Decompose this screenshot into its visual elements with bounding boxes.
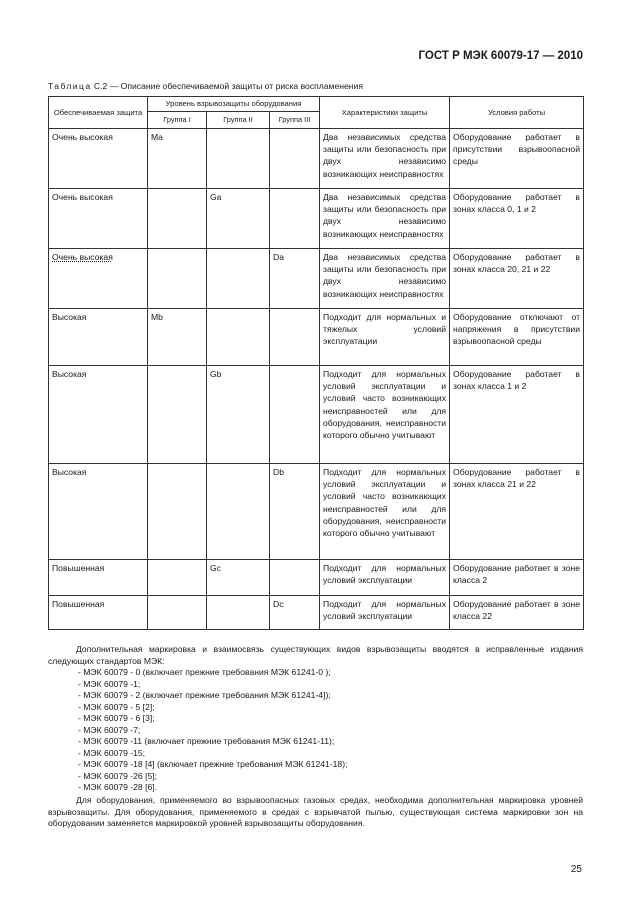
cell-conditions: Оборудование работает в зоне класса 22	[450, 596, 584, 630]
cell-conditions: Оборудование работает в зонах класса 20, 21 и 22	[450, 249, 584, 309]
cell-group-3: Db	[270, 464, 320, 560]
list-item: - МЭК 60079 -28 [6].	[78, 782, 158, 792]
cell-protection: Очень высокая	[49, 129, 148, 189]
table-caption	[48, 81, 363, 91]
list-item: - МЭК 60079 -11 (включает прежние требования МЭК 61241-11);	[78, 736, 335, 746]
table-row	[49, 309, 584, 366]
cell-characteristics: Два независимых средства защиты или безопасность при двух независимо возникающих неисправностях	[320, 249, 450, 309]
cell-characteristics: Два независимых средства защиты или безопасность при двух независимо возникающих неисправностях	[320, 189, 450, 249]
cell-group-2: Gb	[207, 366, 270, 464]
cell-group-2	[207, 464, 270, 560]
list-item: - МЭК 60079 -26 [5];	[78, 770, 158, 781]
cell-characteristics: Два независимых средства защиты или безопасность при двух независимо возникающих неисправностях	[320, 129, 450, 189]
cell-group-3	[270, 366, 320, 464]
header-group-2: Группа II	[207, 112, 270, 129]
table-row	[49, 560, 584, 596]
cell-characteristics: Подходит для нормальных условий эксплуатации	[320, 560, 450, 596]
cell-group-2	[207, 596, 270, 630]
header-conditions: Условия работы	[450, 97, 584, 129]
cell-characteristics: Подходит для нормальных и тяжелых условий эксплуатации	[320, 309, 450, 366]
list-item: - МЭК 60079 - 6 [3];	[78, 713, 155, 723]
list-item: - МЭК 60079 - 2 (включает прежние требования МЭК 61241-4]);	[78, 690, 331, 700]
cell-group-1	[148, 464, 207, 560]
cell-conditions: Оборудование работает в зонах класса 21 и 22	[450, 464, 584, 560]
document-header: ГОСТ Р МЭК 60079-17 — 2010	[418, 50, 583, 62]
cell-conditions: Оборудование работает в зонах класса 0, 1 и 2	[450, 189, 584, 249]
cell-protection: Высокая	[49, 309, 148, 366]
cell-group-1: Mb	[148, 309, 207, 366]
header-group-3: Группа III	[270, 112, 320, 129]
cell-characteristics: Подходит для нормальных условий эксплуатации	[320, 596, 450, 630]
list-item: - МЭК 60079 -7;	[78, 724, 141, 735]
cell-group-1	[148, 249, 207, 309]
cell-conditions: Оборудование работает в зонах класса 1 и 2	[450, 366, 584, 464]
protection-table	[48, 96, 584, 630]
table-row	[49, 189, 584, 249]
cell-conditions: Оборудование отключают от напряжения в присутствии взрывоопасной среды	[450, 309, 584, 366]
standards-list	[78, 667, 347, 794]
cell-protection: Повышенная	[49, 596, 148, 630]
cell-protection: Очень высокая	[49, 249, 148, 309]
cell-protection: Очень высокая	[49, 189, 148, 249]
table-row	[49, 129, 584, 189]
cell-group-3	[270, 189, 320, 249]
cell-group-3: Da	[270, 249, 320, 309]
caption-text: С.2 — Описание обеспечиваемой защиты от риска воспламенения	[91, 81, 363, 91]
cell-characteristics: Подходит для нормальных условий эксплуатации и условий часто возникающих неисправностей или для оборудования, неисправности которого обычно учитывают	[320, 464, 450, 560]
cell-conditions: Оборудование работает в зоне класса 2	[450, 560, 584, 596]
cell-conditions: Оборудование работает в присутствии взрывоопасной среды	[450, 129, 584, 189]
cell-group-3: Dc	[270, 596, 320, 630]
table-row	[49, 366, 584, 464]
cell-group-1	[148, 596, 207, 630]
page-number: 25	[570, 864, 582, 875]
cell-group-2	[207, 129, 270, 189]
cell-group-2	[207, 309, 270, 366]
paragraph-marking-note: Для оборудования, применяемого во взрывоопасных газовых средах, необходима дополнительная маркировка уровней взрывозащиты. Для оборудования, применяемого в средах с взрывчатой пылью, существующая система маркировки зон на оборудовании заменяется маркировкой уровней взрывозащиты оборудования.	[48, 795, 583, 828]
cell-group-2: Ga	[207, 189, 270, 249]
list-item: - МЭК 60079 -15;	[78, 747, 146, 758]
table-row	[49, 464, 584, 560]
table-row	[49, 596, 584, 630]
cell-group-1	[148, 189, 207, 249]
header-level: Уровень взрывозащиты оборудования	[148, 97, 320, 112]
cell-group-3	[270, 309, 320, 366]
paragraph-standards-intro: Дополнительная маркировка и взаимосвязь существующих видов взрывозащиты вводятся в исправленные издания следующих стандартов МЭК:	[48, 644, 583, 666]
header-group-1: Группа I	[148, 112, 207, 129]
cell-protection: Высокая	[49, 366, 148, 464]
header-characteristics: Характеристики защиты	[320, 97, 450, 129]
cell-characteristics: Подходит для нормальных условий эксплуатации и условий часто возникающих неисправностей или для оборудования, неисправности которого обычно учитывают	[320, 366, 450, 464]
caption-label: Таблица	[48, 81, 92, 91]
cell-group-3	[270, 560, 320, 596]
list-item: - МЭК 60079 -18 [4] (включает прежние требования МЭК 61241-18);	[78, 759, 348, 769]
header-protection: Обеспечиваемая защита	[49, 97, 148, 129]
list-item: - МЭК 60079 - 0 (включает прежние требования МЭК 61241-0 );	[78, 667, 331, 677]
cell-group-2: Gc	[207, 560, 270, 596]
list-item: - МЭК 60079 -1;	[78, 678, 141, 689]
list-item: - МЭК 60079 - 5 [2];	[78, 701, 155, 712]
cell-group-1	[148, 366, 207, 464]
cell-protection: Высокая	[49, 464, 148, 560]
cell-group-1: Ma	[148, 129, 207, 189]
cell-group-1	[148, 560, 207, 596]
cell-group-3	[270, 129, 320, 189]
table-row	[49, 249, 584, 309]
cell-protection: Повышенная	[49, 560, 148, 596]
cell-group-2	[207, 249, 270, 309]
